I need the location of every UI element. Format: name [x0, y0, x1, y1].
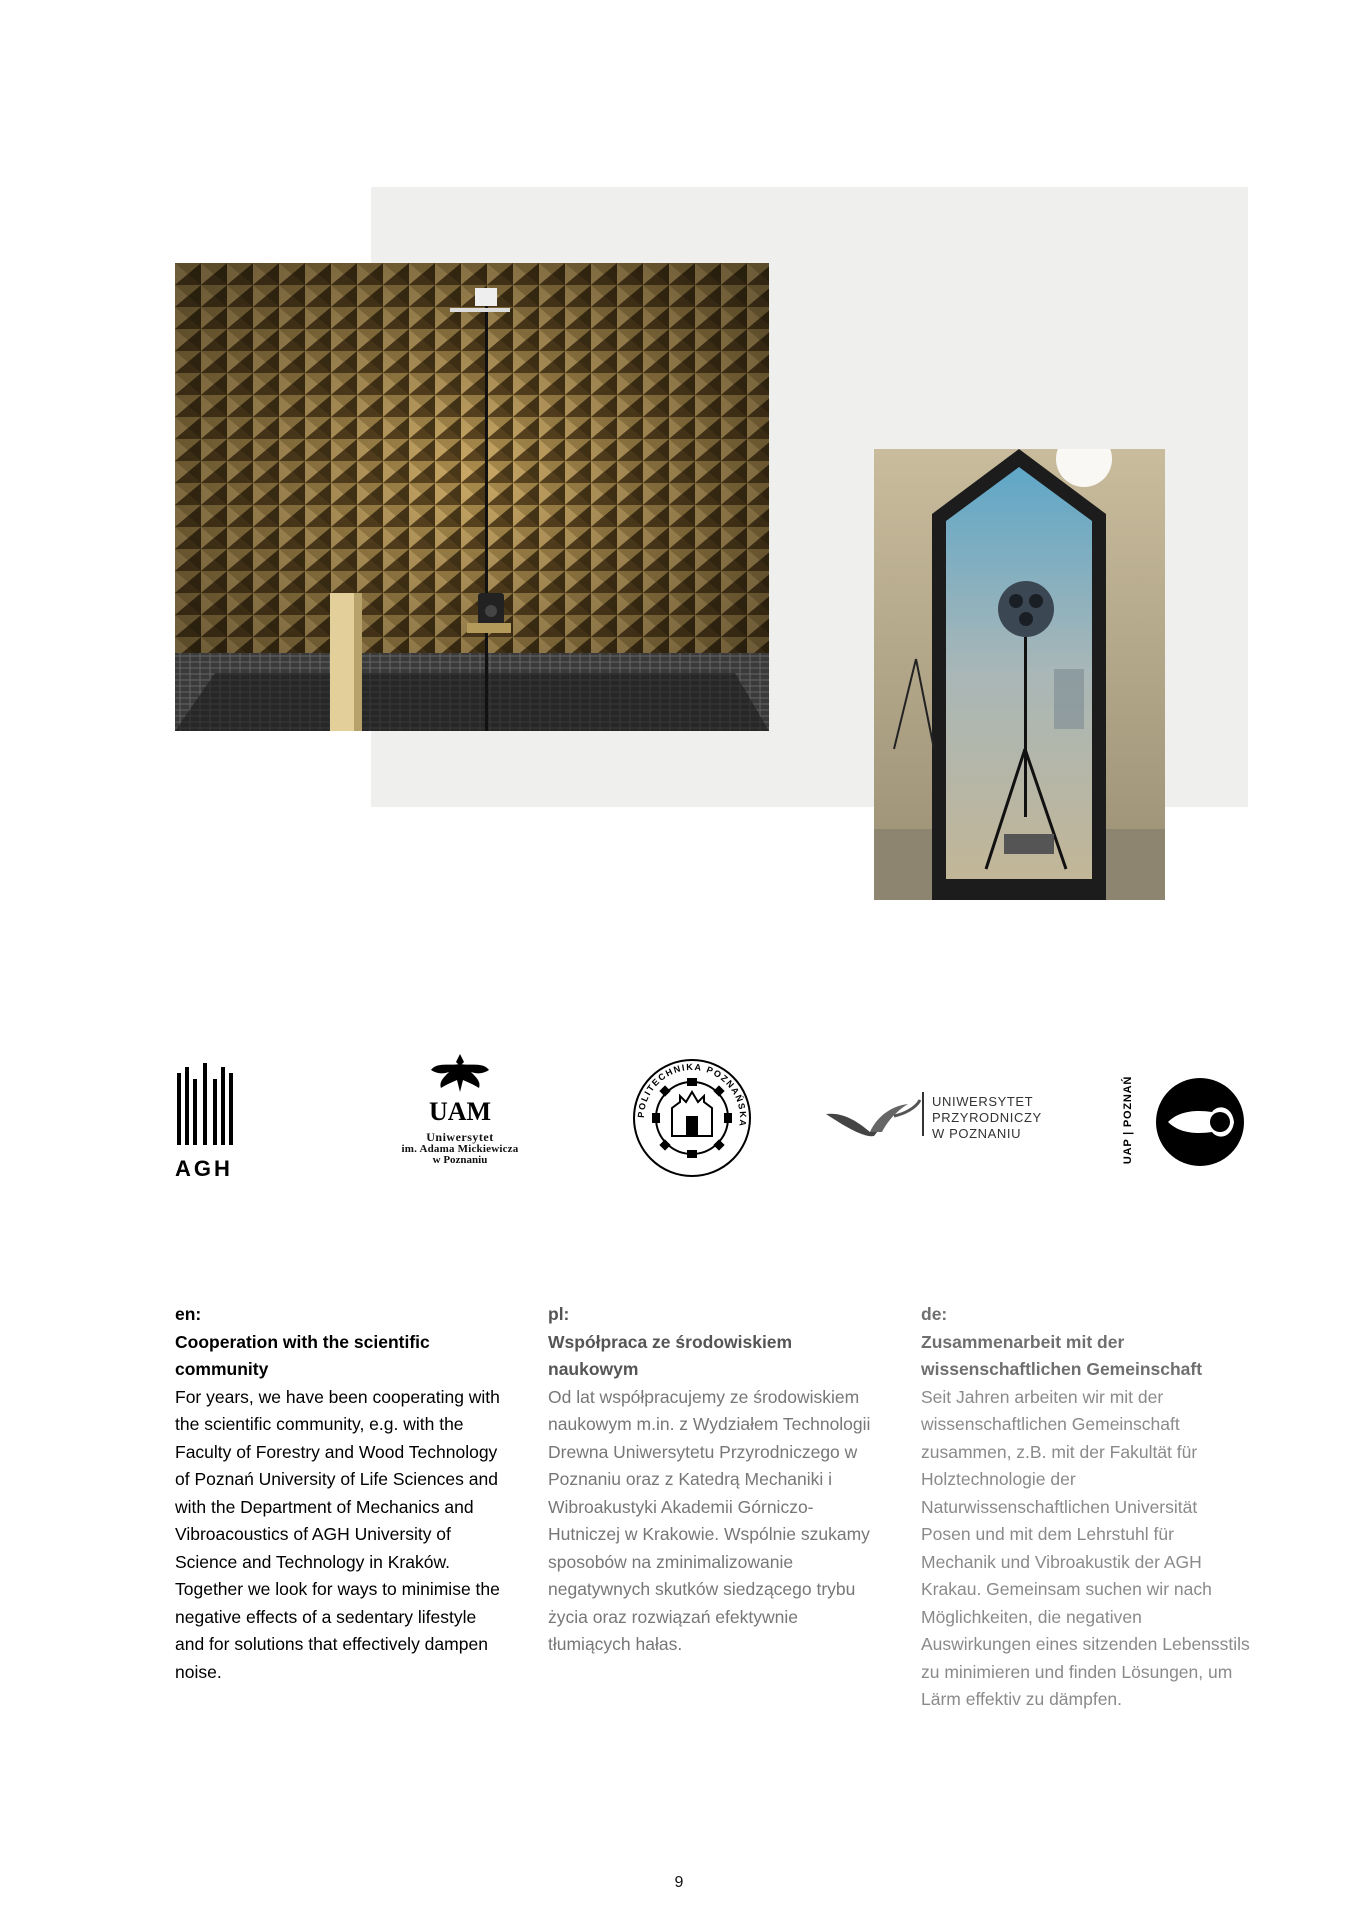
- heading-en: Cooperation with the scientific community: [175, 1331, 430, 1379]
- agh-logo-text: AGH: [175, 1156, 233, 1181]
- lang-label-pl: pl:: [548, 1304, 570, 1324]
- body-en: For years, we have been cooperating with the scientific community, e.g. with the Faculty of Forestry and Wood Technology of Poznań University of Life Sciences and with the Department of Mechanics and Vibroacoustics of AGH University of Science and Technology in Kraków. Together we look for ways to minimise the negative effects of a sedentary lifestyle and for solutions that effectively dampen noise.: [175, 1386, 500, 1682]
- agh-logo: [175, 1063, 235, 1179]
- uam-logo: [385, 1052, 535, 1182]
- up-logo-line2: PRZYRODNICZY: [932, 1110, 1042, 1125]
- page-number: 9: [674, 1874, 684, 1891]
- uap-drop-icon: [1154, 1076, 1246, 1168]
- eagle-emblem-icon: [429, 1052, 491, 1124]
- uam-logo-line2: im. Adama Mickiewicza: [401, 1142, 519, 1155]
- politechnika-ring-text: POLITECHNIKA POZNAŃSKA: [635, 1061, 749, 1129]
- politechnika-seal-icon: [632, 1058, 752, 1178]
- uap-vertical-text: UAP | POZNAŃ: [1122, 1075, 1134, 1165]
- body-de: Seit Jahren arbeiten wir mit der wissenschaftlichen Gemeinschaft zusammen, z.B. mit der Fakultät für Holztechnologie der Naturwissenschaftlichen Universität Posen und mit dem Lehrstuhl für Mechanik und Vibroakustik der AGH Krakau. Gemeinsam suchen wir nach Möglichkeiten, die negativen Auswirkungen eines sitzenden Lebensstils zu minimieren und finden Lösungen, um Lärm effektiv zu dämpfen.: [921, 1386, 1250, 1709]
- column-en: [175, 1301, 505, 1686]
- column-de: [921, 1301, 1251, 1714]
- svg-text:UAM: UAM: [429, 1097, 491, 1124]
- politechnika-poznanska-logo: [632, 1058, 752, 1178]
- column-pl: [548, 1301, 878, 1659]
- heading-pl: Współpraca ze środowiskiem naukowym: [548, 1331, 793, 1379]
- logo-divider: [922, 1092, 924, 1136]
- anechoic-chamber-photo: [175, 263, 769, 731]
- antler-swoosh-icon: [824, 1092, 924, 1142]
- up-logo-text: [932, 1094, 1042, 1142]
- uap-poznan-logo: [1108, 1072, 1248, 1172]
- lang-label-en: en:: [175, 1304, 202, 1324]
- acoustic-booth-photo: [874, 449, 1165, 900]
- body-pl: Od lat współpracujemy ze środowiskiem naukowym m.in. z Wydziałem Technologii Drewna Uniwersytetu Przyrodniczego w Poznaniu oraz z Katedrą Mechaniki i Wibroakustyki Akademii Górniczo-Hutniczej w Krakowie. Wspólnie szukamy sposobów na zminimalizowanie negatywnych skutków siedzącego trybu życia oraz rozwiązań efektywnie tłumiących hałas.: [548, 1386, 871, 1654]
- up-logo-line3: W POZNANIU: [932, 1126, 1022, 1141]
- uniwersytet-przyrodniczy-logo: [824, 1088, 1054, 1148]
- uam-logo-line3: w Poznaniu: [432, 1154, 488, 1167]
- heading-de: Zusammenarbeit mit der wissenschaftlichen Gemeinschaft: [921, 1331, 1203, 1379]
- up-logo-line1: UNIWERSYTET: [932, 1094, 1034, 1109]
- uam-logo-line1: Uniwersytet: [426, 1130, 494, 1144]
- lang-label-de: de:: [921, 1304, 948, 1324]
- agh-emblem-icon: [175, 1063, 235, 1145]
